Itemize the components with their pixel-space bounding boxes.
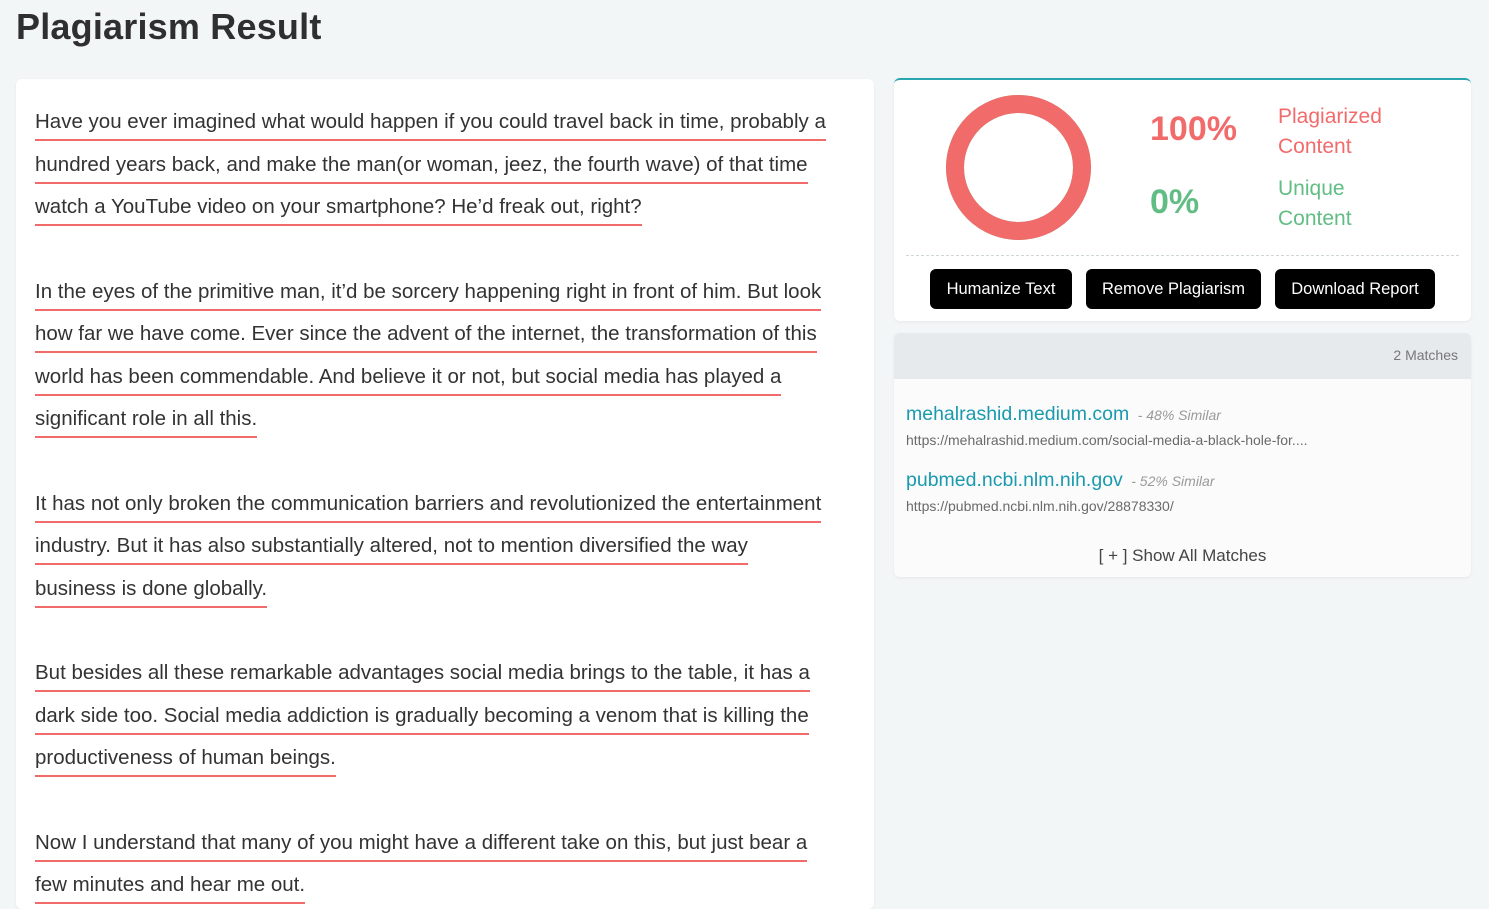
paragraph (35, 271, 860, 441)
donut-plagiarized-arc (955, 104, 1082, 231)
flagged-text[interactable]: business is done globally. (35, 577, 267, 608)
flagged-text[interactable]: world has been commendable. And believe it or not, but social media has played a (35, 365, 781, 396)
flagged-text[interactable]: few minutes and hear me out. (35, 873, 305, 904)
match-similarity: - 52% Similar (1131, 473, 1215, 489)
flagged-text[interactable]: In the eyes of the primitive man, it’d be sorcery happening right in front of him. But look (35, 280, 821, 311)
humanize-text-button[interactable]: Humanize Text (930, 269, 1072, 309)
unique-percent: 0% (1150, 183, 1200, 221)
flagged-text[interactable]: watch a YouTube video on your smartphone? He’d freak out, right? (35, 195, 642, 226)
page-title: Plagiarism Result (16, 6, 322, 47)
flagged-text[interactable]: hundred years back, and make the man(or woman, jeez, the fourth wave) of that time (35, 153, 808, 184)
unique-label: Unique Content (1278, 177, 1352, 230)
flagged-text[interactable]: Now I understand that many of you might have a different take on this, but just bear a (35, 831, 807, 862)
plagiarism-donut-chart (946, 95, 1091, 240)
score-panel (894, 78, 1471, 321)
matches-count: 2 Matches (1393, 347, 1458, 363)
document-text-panel (16, 79, 874, 909)
plagiarized-label: Plagiarized Content (1278, 105, 1382, 158)
matches-header (894, 333, 1471, 379)
match-domain-link[interactable]: mehalrashid.medium.com (906, 403, 1130, 425)
paragraph (35, 652, 860, 780)
divider (906, 255, 1459, 256)
remove-plagiarism-button[interactable]: Remove Plagiarism (1086, 269, 1261, 309)
match-item (906, 403, 1308, 448)
flagged-text[interactable]: It has not only broken the communication barriers and revolutionized the entertainment (35, 492, 821, 523)
flagged-text[interactable]: Have you ever imagined what would happen if you could travel back in time, probably a (35, 110, 826, 141)
match-url: https://pubmed.ncbi.nlm.nih.gov/28878330/ (906, 498, 1174, 514)
matches-panel (894, 333, 1471, 577)
match-domain-link[interactable]: pubmed.ncbi.nlm.nih.gov (906, 469, 1123, 491)
match-similarity: - 48% Similar (1137, 407, 1221, 423)
paragraph (35, 483, 860, 611)
flagged-text[interactable]: productiveness of human beings. (35, 746, 336, 777)
match-url: https://mehalrashid.medium.com/social-media-a-black-hole-for.... (906, 432, 1308, 448)
flagged-text[interactable]: industry. But it has also substantially altered, not to mention diversified the way (35, 534, 748, 565)
paragraph (35, 822, 860, 907)
flagged-text[interactable]: significant role in all this. (35, 407, 257, 438)
download-report-button[interactable]: Download Report (1275, 269, 1435, 309)
plagiarized-percent: 100% (1150, 110, 1237, 148)
match-item (906, 469, 1215, 514)
flagged-text[interactable]: dark side too. Social media addiction is gradually becoming a venom that is killing the (35, 704, 809, 735)
paragraph (35, 101, 860, 229)
document-body (16, 79, 874, 907)
flagged-text[interactable]: But besides all these remarkable advantages social media brings to the table, it has a (35, 661, 810, 692)
flagged-text[interactable]: how far we have come. Ever since the advent of the internet, the transformation of this (35, 322, 817, 353)
show-all-matches-button[interactable]: [ + ] Show All Matches (1098, 546, 1267, 565)
